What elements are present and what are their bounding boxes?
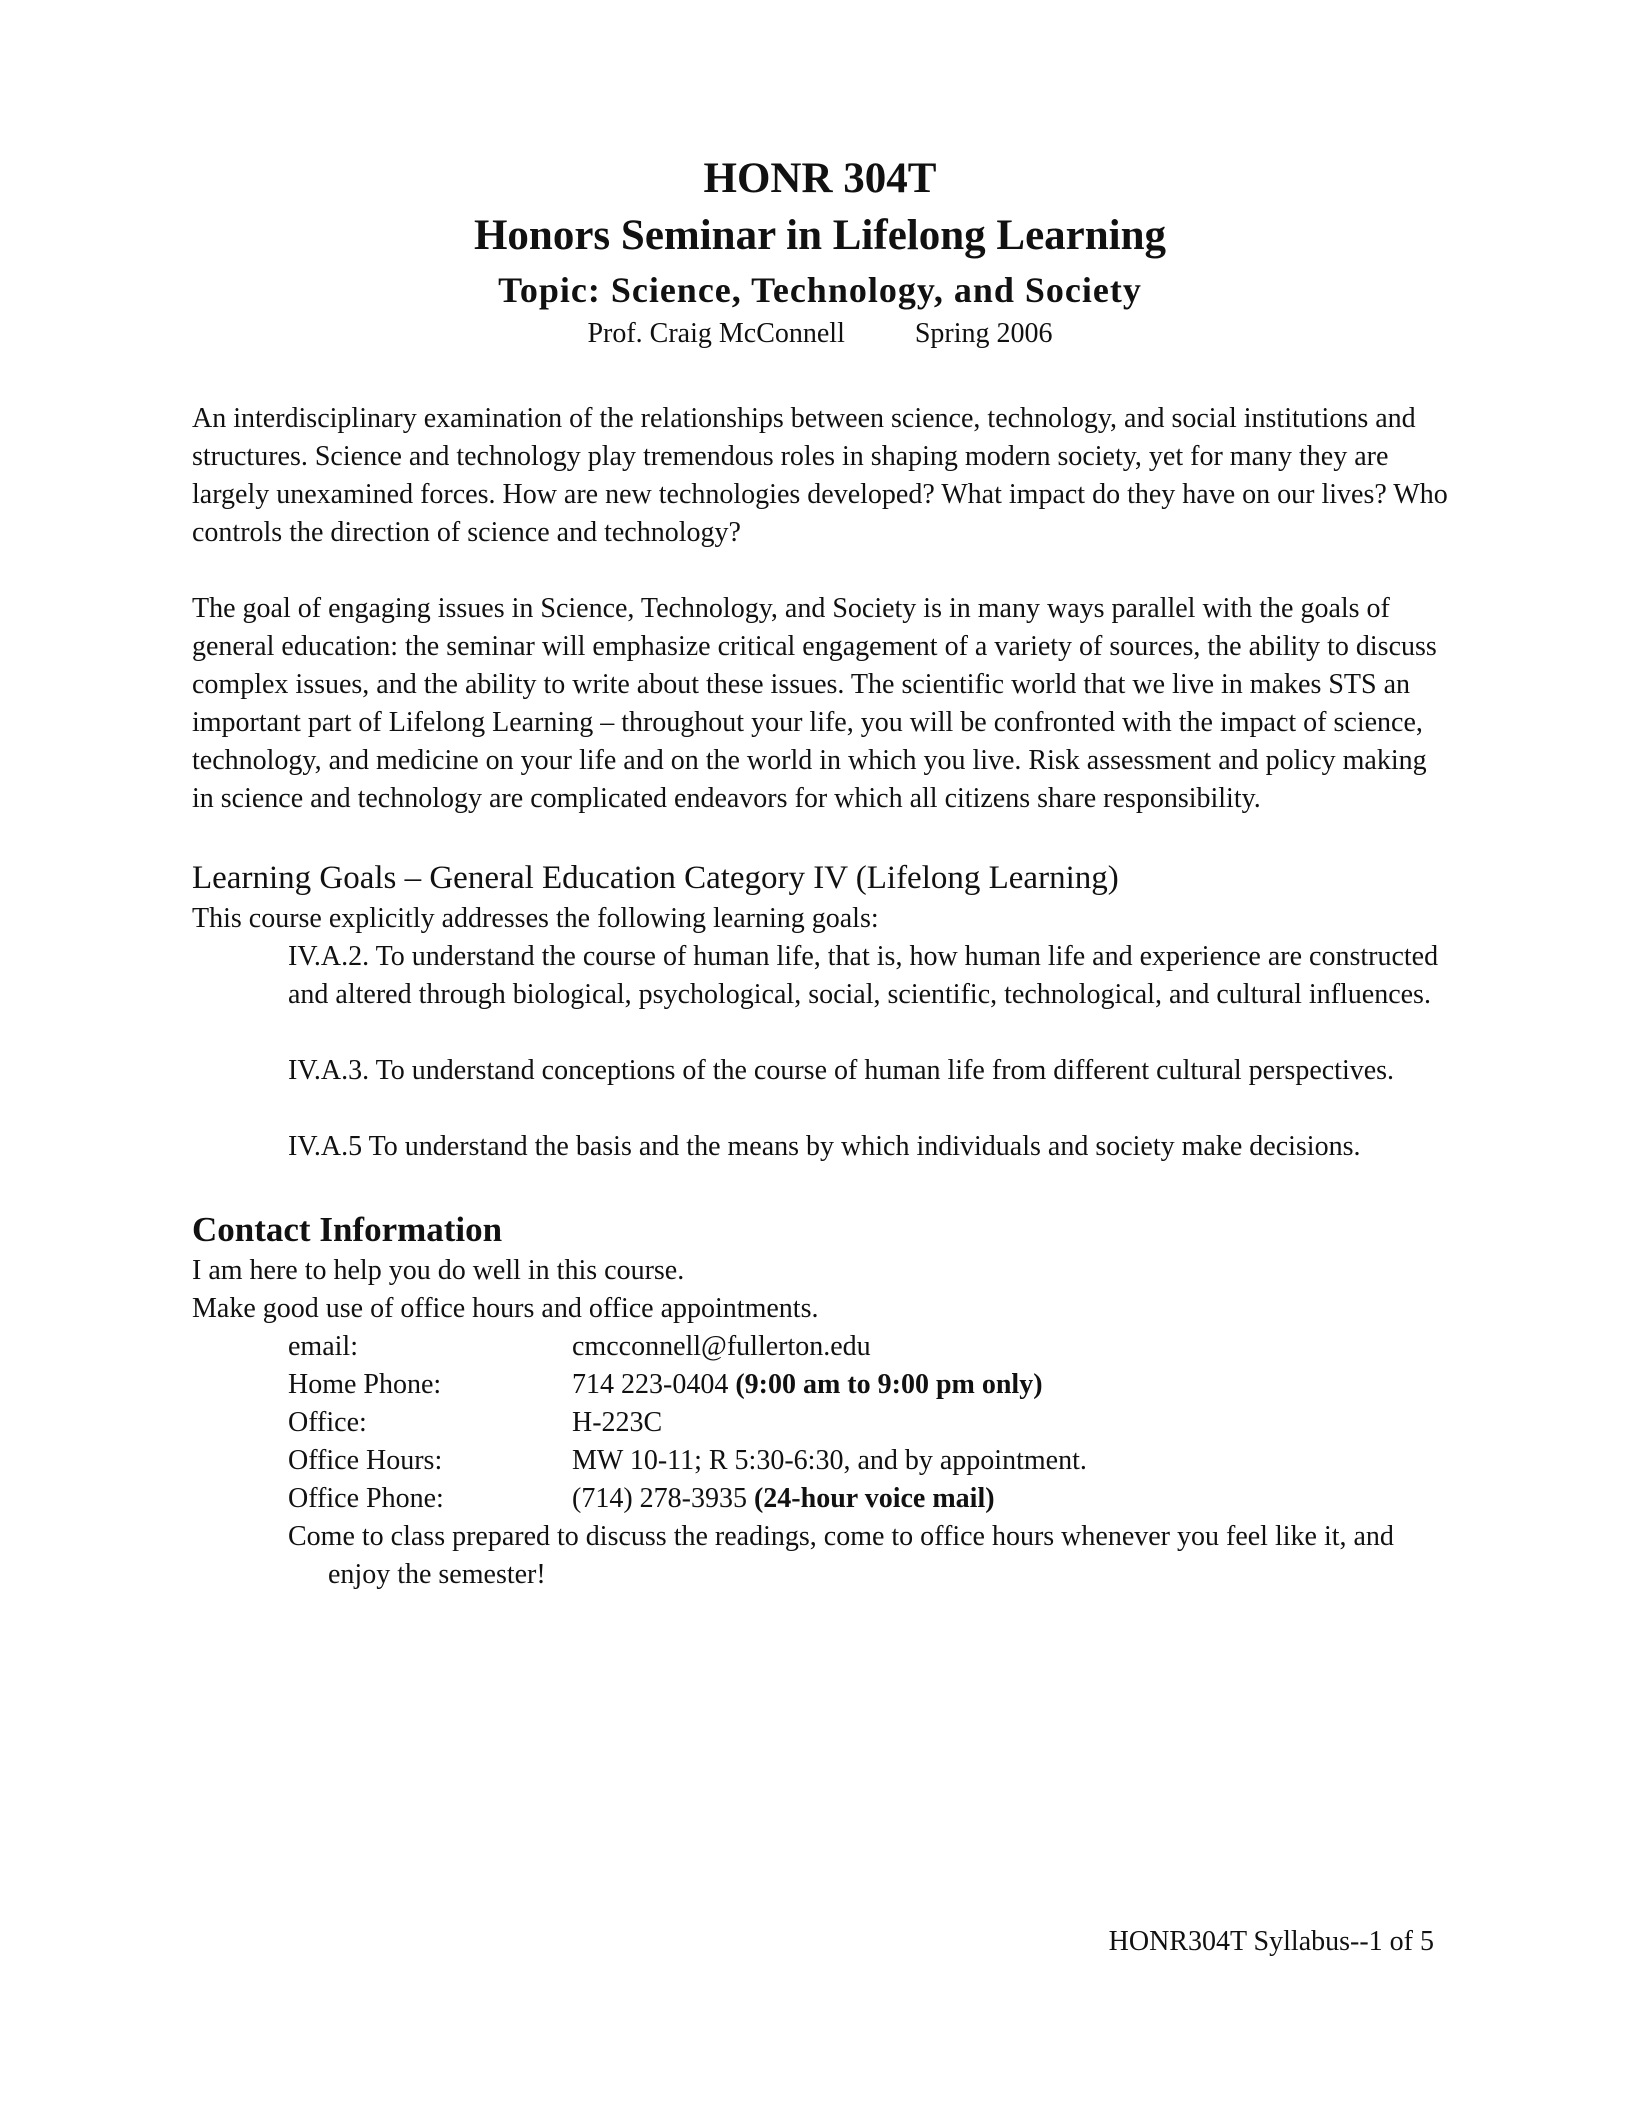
- closing-note: Come to class prepared to discuss the readings, come to office hours whenever you feel like it, and enjoy the semester!: [288, 1521, 1394, 1590]
- learning-goal-item: IV.A.3. To understand conceptions of the course of human life from different cultural perspectives.: [288, 1055, 1395, 1086]
- contact-row-home-phone: [288, 1366, 1452, 1404]
- contact-heading: Contact Information: [192, 1210, 503, 1249]
- course-title: Honors Seminar in Lifelong Learning: [473, 212, 1167, 259]
- contact-row-office: [288, 1404, 1452, 1442]
- learning-goals-heading: Learning Goals – General Education Category IV (Lifelong Learning): [192, 860, 1119, 896]
- page-content: [192, 150, 1452, 1594]
- contact-label: Office Hours:: [288, 1445, 443, 1476]
- contact-label: Office Phone:: [288, 1483, 444, 1514]
- contact-line-2: Make good use of office hours and office appointments.: [192, 1293, 819, 1324]
- contact-line-1: I am here to help you do well in this course.: [192, 1255, 685, 1286]
- contact-label: Office:: [288, 1407, 367, 1438]
- contact-row-office-phone: [288, 1480, 1452, 1518]
- learning-goal-item: IV.A.2. To understand the course of human life, that is, how human life and experience are constructed and altered through biological, psychological, social, scientific, technological, and cultural influences.: [288, 941, 1439, 1010]
- contact-row-email: [288, 1328, 1452, 1366]
- contact-value: [572, 1480, 995, 1518]
- title-block: [0, 150, 1640, 352]
- office-phone-number: (714) 278-3935: [572, 1483, 754, 1514]
- contact-label: email:: [288, 1331, 358, 1362]
- learning-goals-lead: This course explicitly addresses the following learning goals:: [192, 903, 879, 934]
- home-phone-note: (9:00 am to 9:00 pm only): [735, 1369, 1043, 1400]
- intro-paragraph-1: An interdisciplinary examination of the relationships between science, technology, and social institutions and structures. Science and technology play tremendous roles in shaping modern society, yet for many they are largely unexamined forces. How are new technologies developed? What impact do they have on our lives? Who controls the direction of science and technology?: [192, 403, 1448, 548]
- contact-label: Home Phone:: [288, 1369, 442, 1400]
- contact-row-office-hours: [288, 1442, 1452, 1480]
- learning-goal-item: IV.A.5 To understand the basis and the means by which individuals and society make decisions.: [288, 1131, 1361, 1162]
- office-hours-value: MW 10-11; R 5:30-6:30, and by appointment.: [572, 1445, 1087, 1476]
- office-location: H-223C: [572, 1407, 663, 1438]
- page-footer: HONR304T Syllabus--1 of 5: [1108, 1926, 1434, 1957]
- intro-paragraph-2: The goal of engaging issues in Science, Technology, and Society is in many ways parallel with the goals of general education: the seminar will emphasize critical engagement of a variety of sources, the ability to discuss complex issues, and the ability to write about these issues. The scientific world that we live in makes STS an important part of Lifelong Learning – throughout your life, you will be confronted with the impact of science, technology, and medicine on your life and on the world in which you live. Risk assessment and policy making in science and technology are complicated endeavors for which all citizens share responsibility.: [192, 593, 1437, 814]
- office-phone-note: (24-hour voice mail): [753, 1483, 995, 1514]
- course-topic: Topic: Science, Technology, and Society: [498, 270, 1142, 310]
- email-address[interactable]: cmcconnell@fullerton.edu: [572, 1331, 871, 1362]
- contact-value: [572, 1366, 1043, 1404]
- course-code: HONR 304T: [703, 155, 937, 202]
- instructor-term-line: [0, 316, 1640, 352]
- home-phone-number: 714 223-0404: [572, 1369, 736, 1400]
- contact-details: [192, 1328, 1452, 1518]
- professor-name: Prof. Craig McConnell: [587, 318, 845, 349]
- term: Spring 2006: [914, 318, 1053, 349]
